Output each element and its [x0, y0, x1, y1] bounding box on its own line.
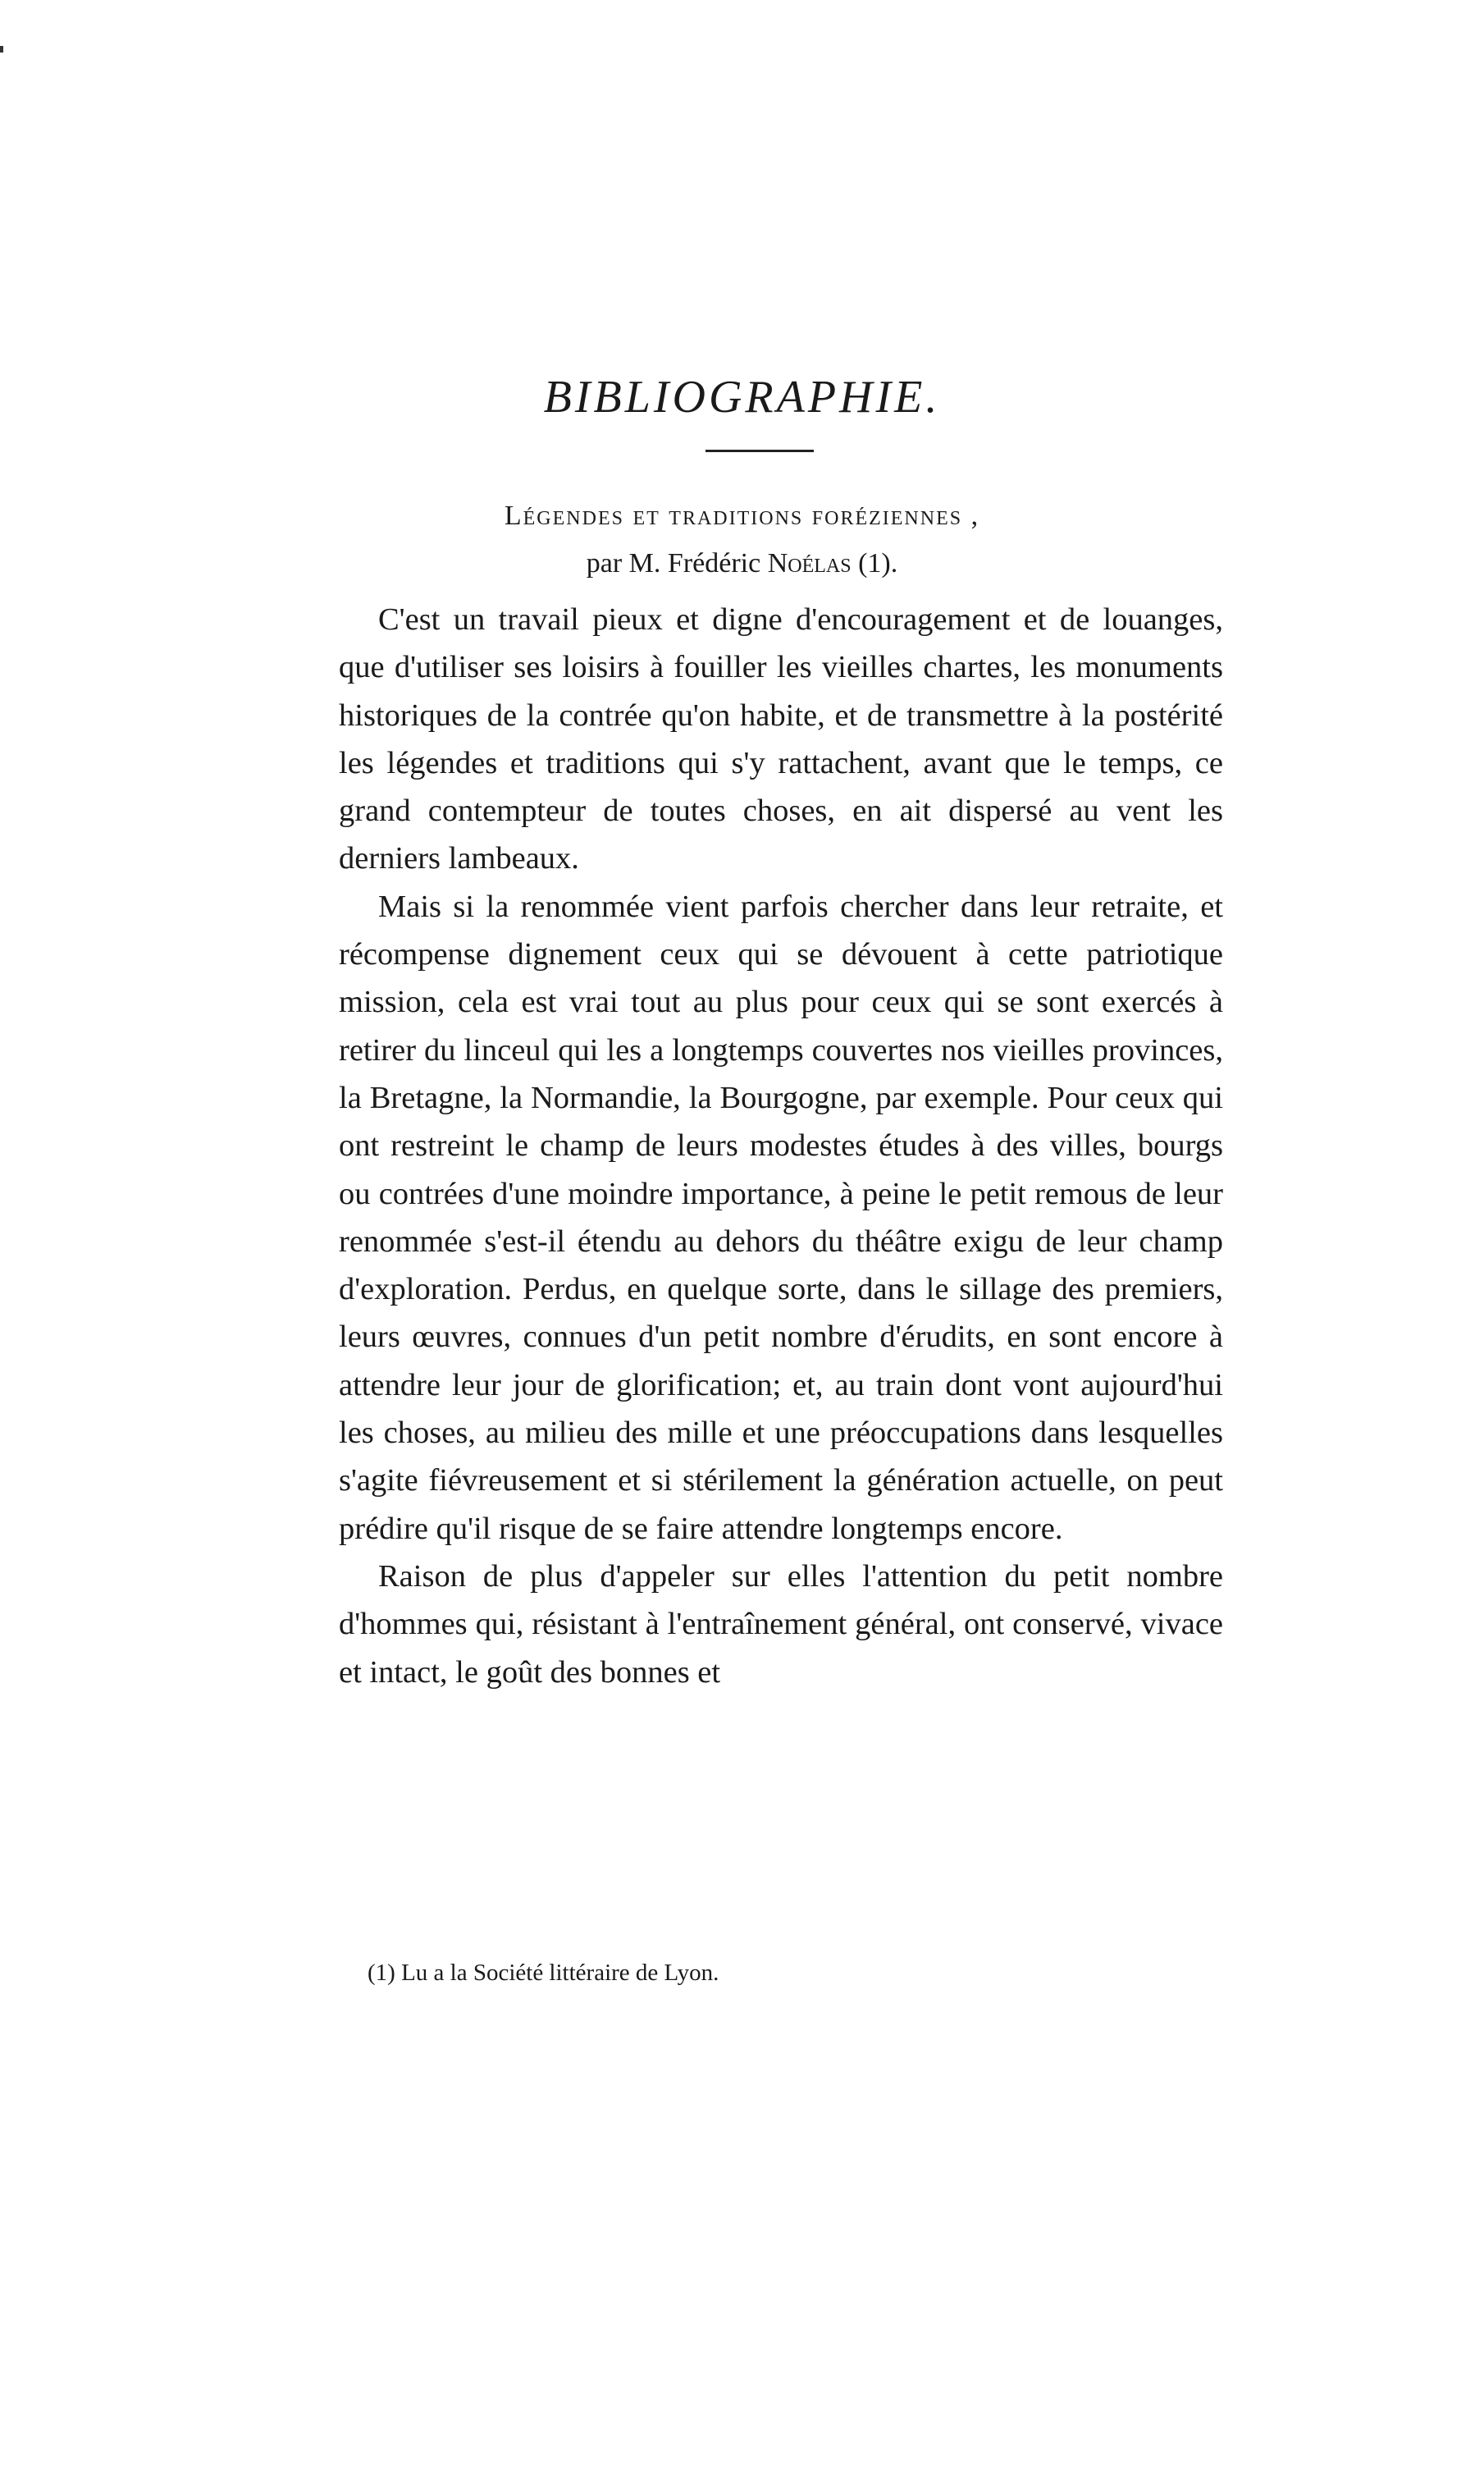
body-text [339, 596, 1223, 1696]
author-prefix: par M. Frédéric [586, 548, 768, 579]
paragraph-3: Raison de plus d'appeler sur elles l'attention du petit nombre d'hommes qui, résistant à l'entraînement général, ont conservé, vivace et intact, le goût des bonnes et [339, 1558, 1223, 1690]
author-line [0, 540, 1484, 588]
footnote: (1) Lu a la Société littéraire de Lyon. [368, 1960, 719, 1986]
article-subtitle [0, 492, 1484, 588]
section-heading: BIBLIOGRAPHIE. [543, 372, 941, 423]
heading-rule [705, 450, 814, 452]
work-title: Légendes et traditions foréziennes , [504, 501, 980, 531]
paragraph-1: C'est un travail pieux et digne d'encouragement et de louanges, que d'utiliser ses loisirs à fouiller les vieilles chartes, les monuments historiques de la contrée qu'on habite, et de transmettre à la postérité les légendes et traditions qui s'y rattachent, avant que le temps, ce grand contempteur de toutes choses, en ait dispersé au vent les derniers lambeaux. [339, 602, 1223, 876]
scan-speck [0, 46, 3, 53]
author-name: Noélas [767, 548, 852, 579]
paragraph-2: Mais si la renommée vient parfois chercher dans leur retraite, et récompense dignement ceux qui se dévouent à cette patriotique mission, cela est vrai tout au plus pour ceux qui se sont exercés à retirer du linceul qui les a longtemps couvertes nos vieilles provinces, la Bretagne, la Normandie, la Bourgogne, par exemple. Pour ceux qui ont restreint le champ de leurs modestes études à des villes, bourgs ou contrées d'une moindre importance, à peine le petit remous de leur renommée s'est-il étendu au dehors du théâtre exigu de leur champ d'exploration. Perdus, en quelque sorte, dans le sillage des premiers, leurs œuvres, connues d'un petit nombre d'érudits, en sont encore à attendre leur jour de glorification; et, au train dont vont aujourd'hui les choses, au milieu des mille et une préoccupations dans lesquelles s'agite fiévreusement et si stérilement la génération actuelle, on peut prédire qu'il risque de se faire attendre longtemps encore. [339, 889, 1223, 1546]
footnote-ref: (1). [851, 548, 898, 579]
